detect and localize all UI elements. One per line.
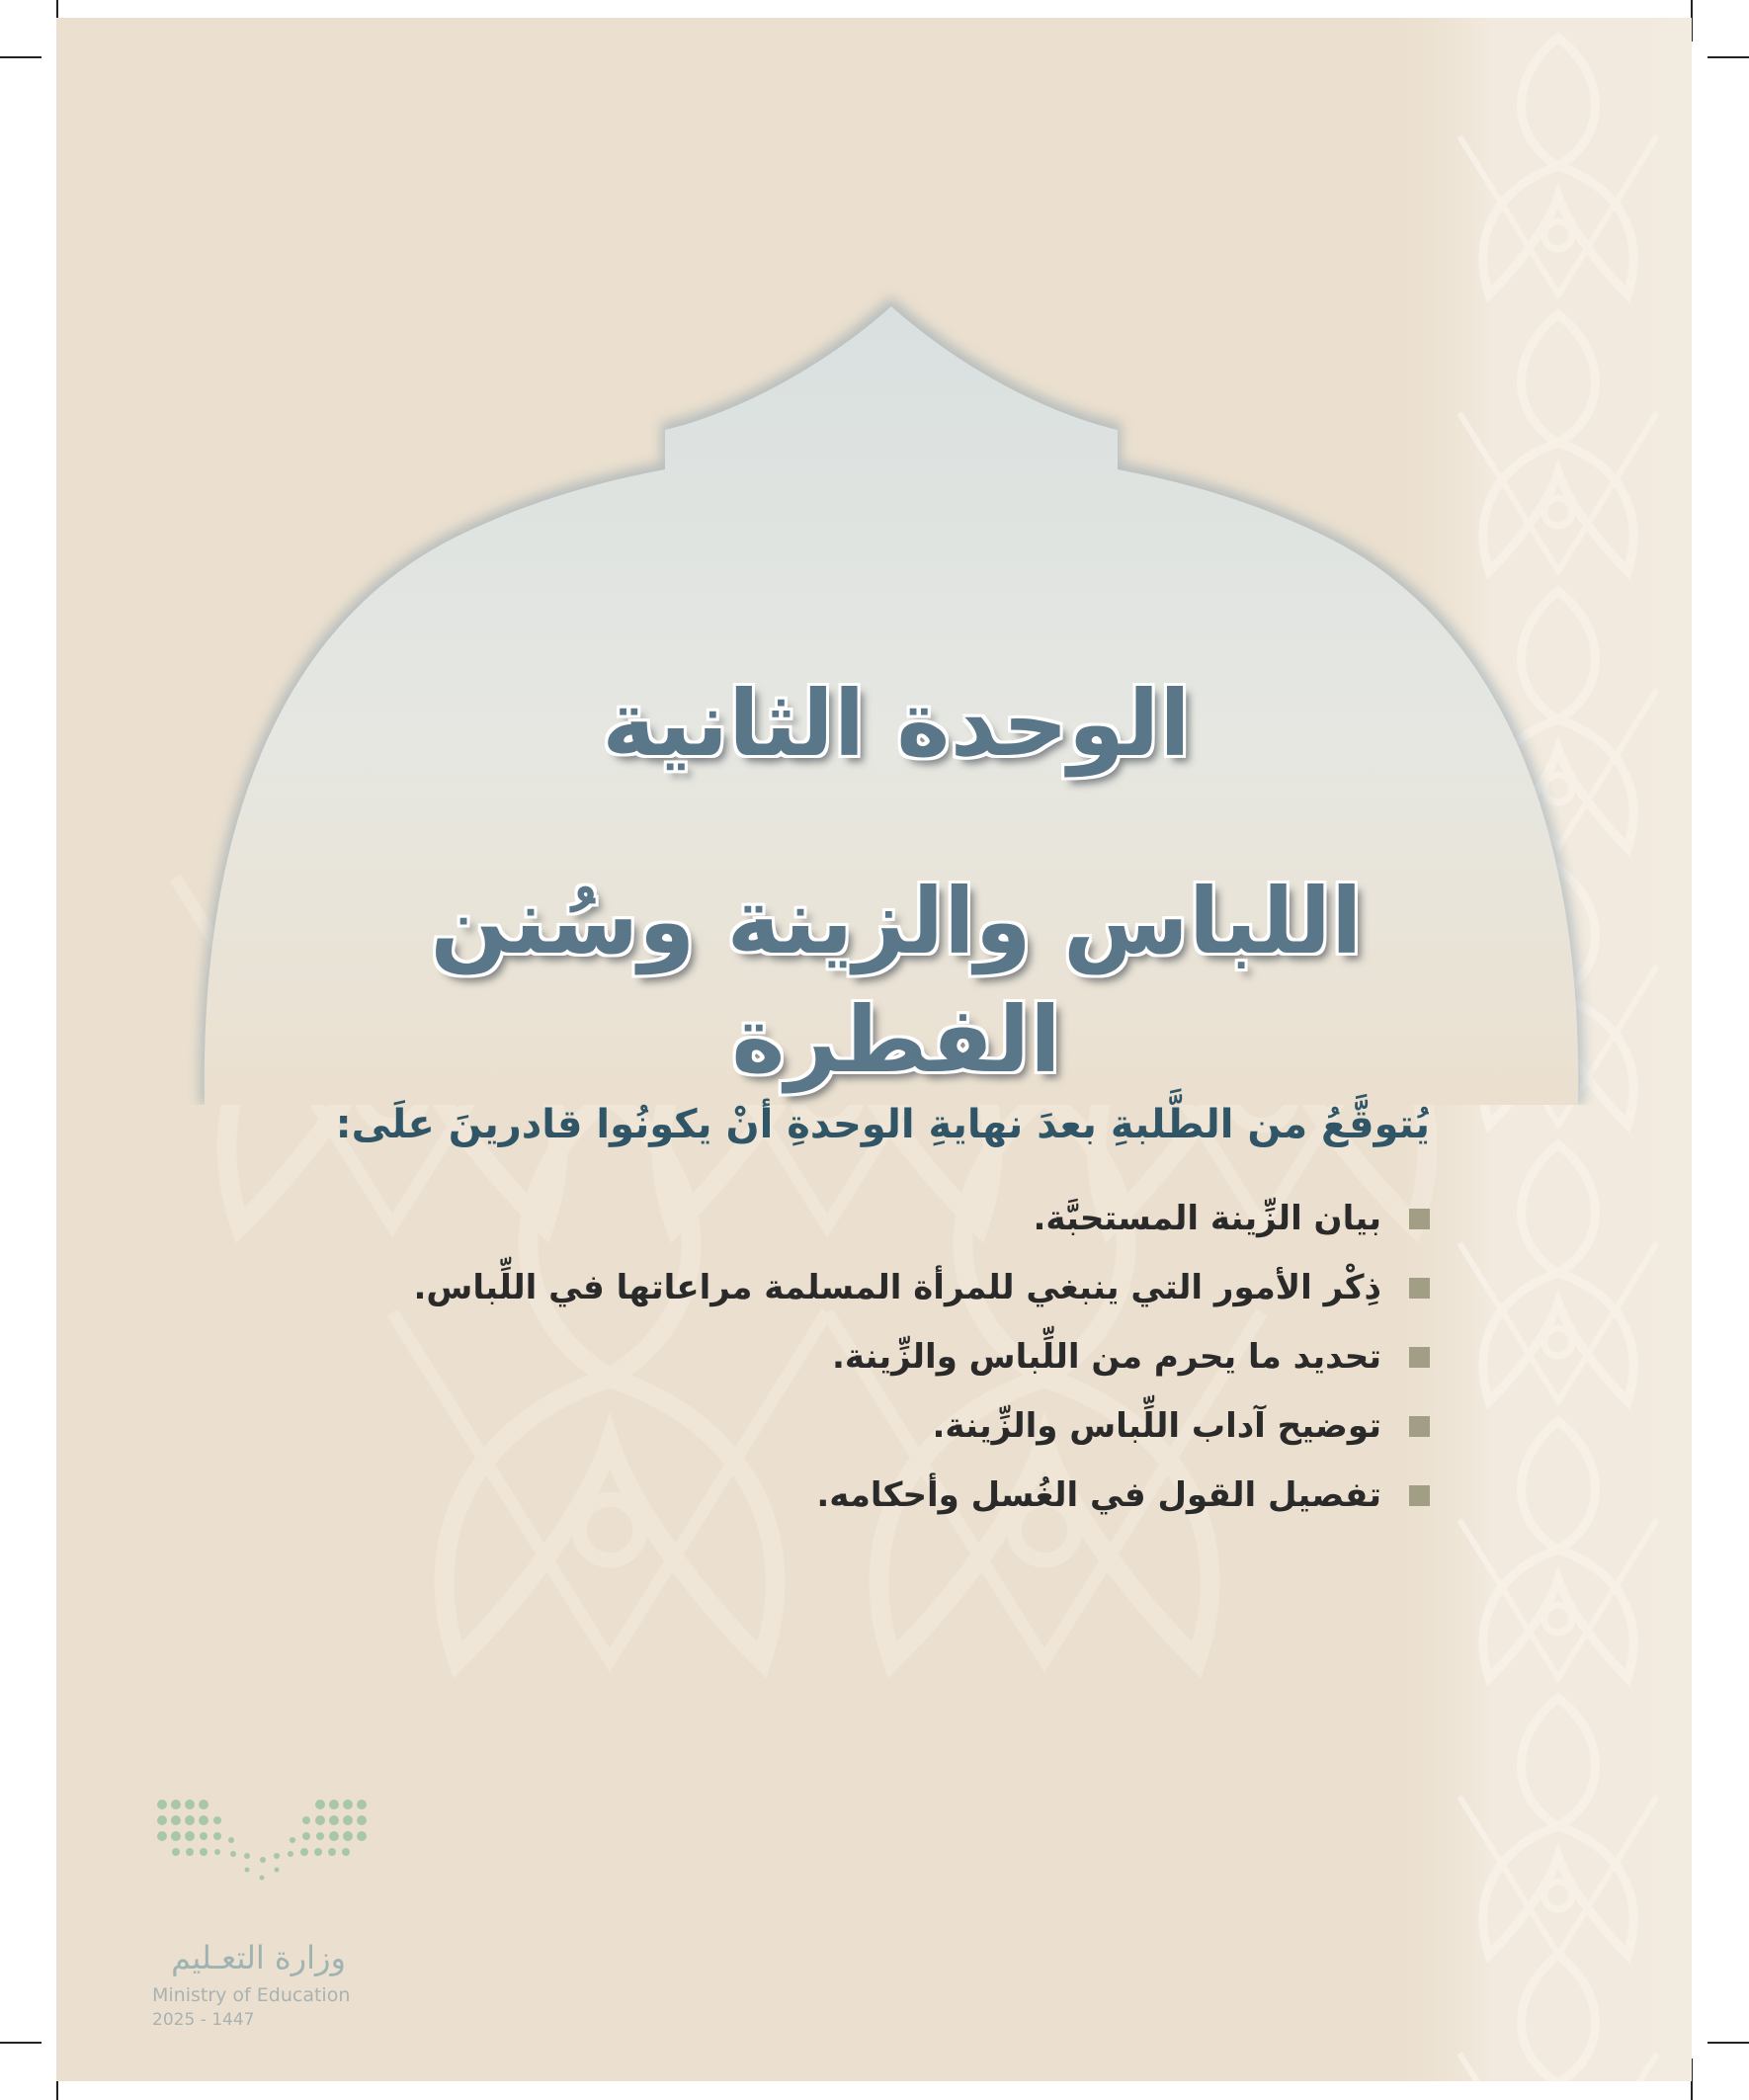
logo-arabic-text: وزارة التعـليم [171, 1939, 346, 1976]
square-bullet-icon [1409, 1485, 1430, 1506]
objectives-intro: يُتوقَّعُ من الطَّلبةِ بعدَ نهايةِ الوحدةِ أنْ يكونُوا قادرينَ علَى: [335, 1102, 1430, 1147]
crop-mark [1707, 56, 1749, 58]
list-item [293, 1461, 1430, 1530]
objective-text: ذِكْر الأمور التي ينبغي للمرأة المسلمة مراعاتها في اللِّباس. [413, 1268, 1381, 1307]
objective-text: توضيح آداب اللِّباس والزِّينة. [932, 1406, 1381, 1446]
objective-text: تحديد ما يحرم من اللِّباس والزِّينة. [831, 1337, 1381, 1377]
list-item [293, 1322, 1430, 1391]
dots-logo-icon [152, 1791, 370, 1929]
objective-text: بيان الزِّينة المستحبَّة. [1033, 1199, 1381, 1238]
square-bullet-icon [1409, 1278, 1430, 1299]
ministry-logo [152, 1791, 389, 2048]
page [56, 18, 1692, 2081]
crop-mark [0, 56, 42, 58]
square-bullet-icon [1409, 1416, 1430, 1437]
square-bullet-icon [1409, 1347, 1430, 1368]
unit-title: الوحدة الثانية [602, 671, 1191, 777]
logo-year-text: 2025 - 1447 [152, 2010, 255, 2030]
objective-text: تفصيل القول في الغُسل وأحكامه. [816, 1475, 1381, 1515]
list-item [293, 1253, 1430, 1322]
logo-english-text: Ministry of Education [152, 1984, 351, 2006]
square-bullet-icon [1409, 1209, 1430, 1229]
list-item [293, 1184, 1430, 1253]
crop-mark [0, 2042, 42, 2044]
objectives-list [293, 1184, 1430, 1530]
crop-mark [1707, 2042, 1749, 2044]
unit-subtitle: اللباس والزينة وسُنن الفطرة [430, 869, 1363, 1093]
list-item [293, 1391, 1430, 1461]
